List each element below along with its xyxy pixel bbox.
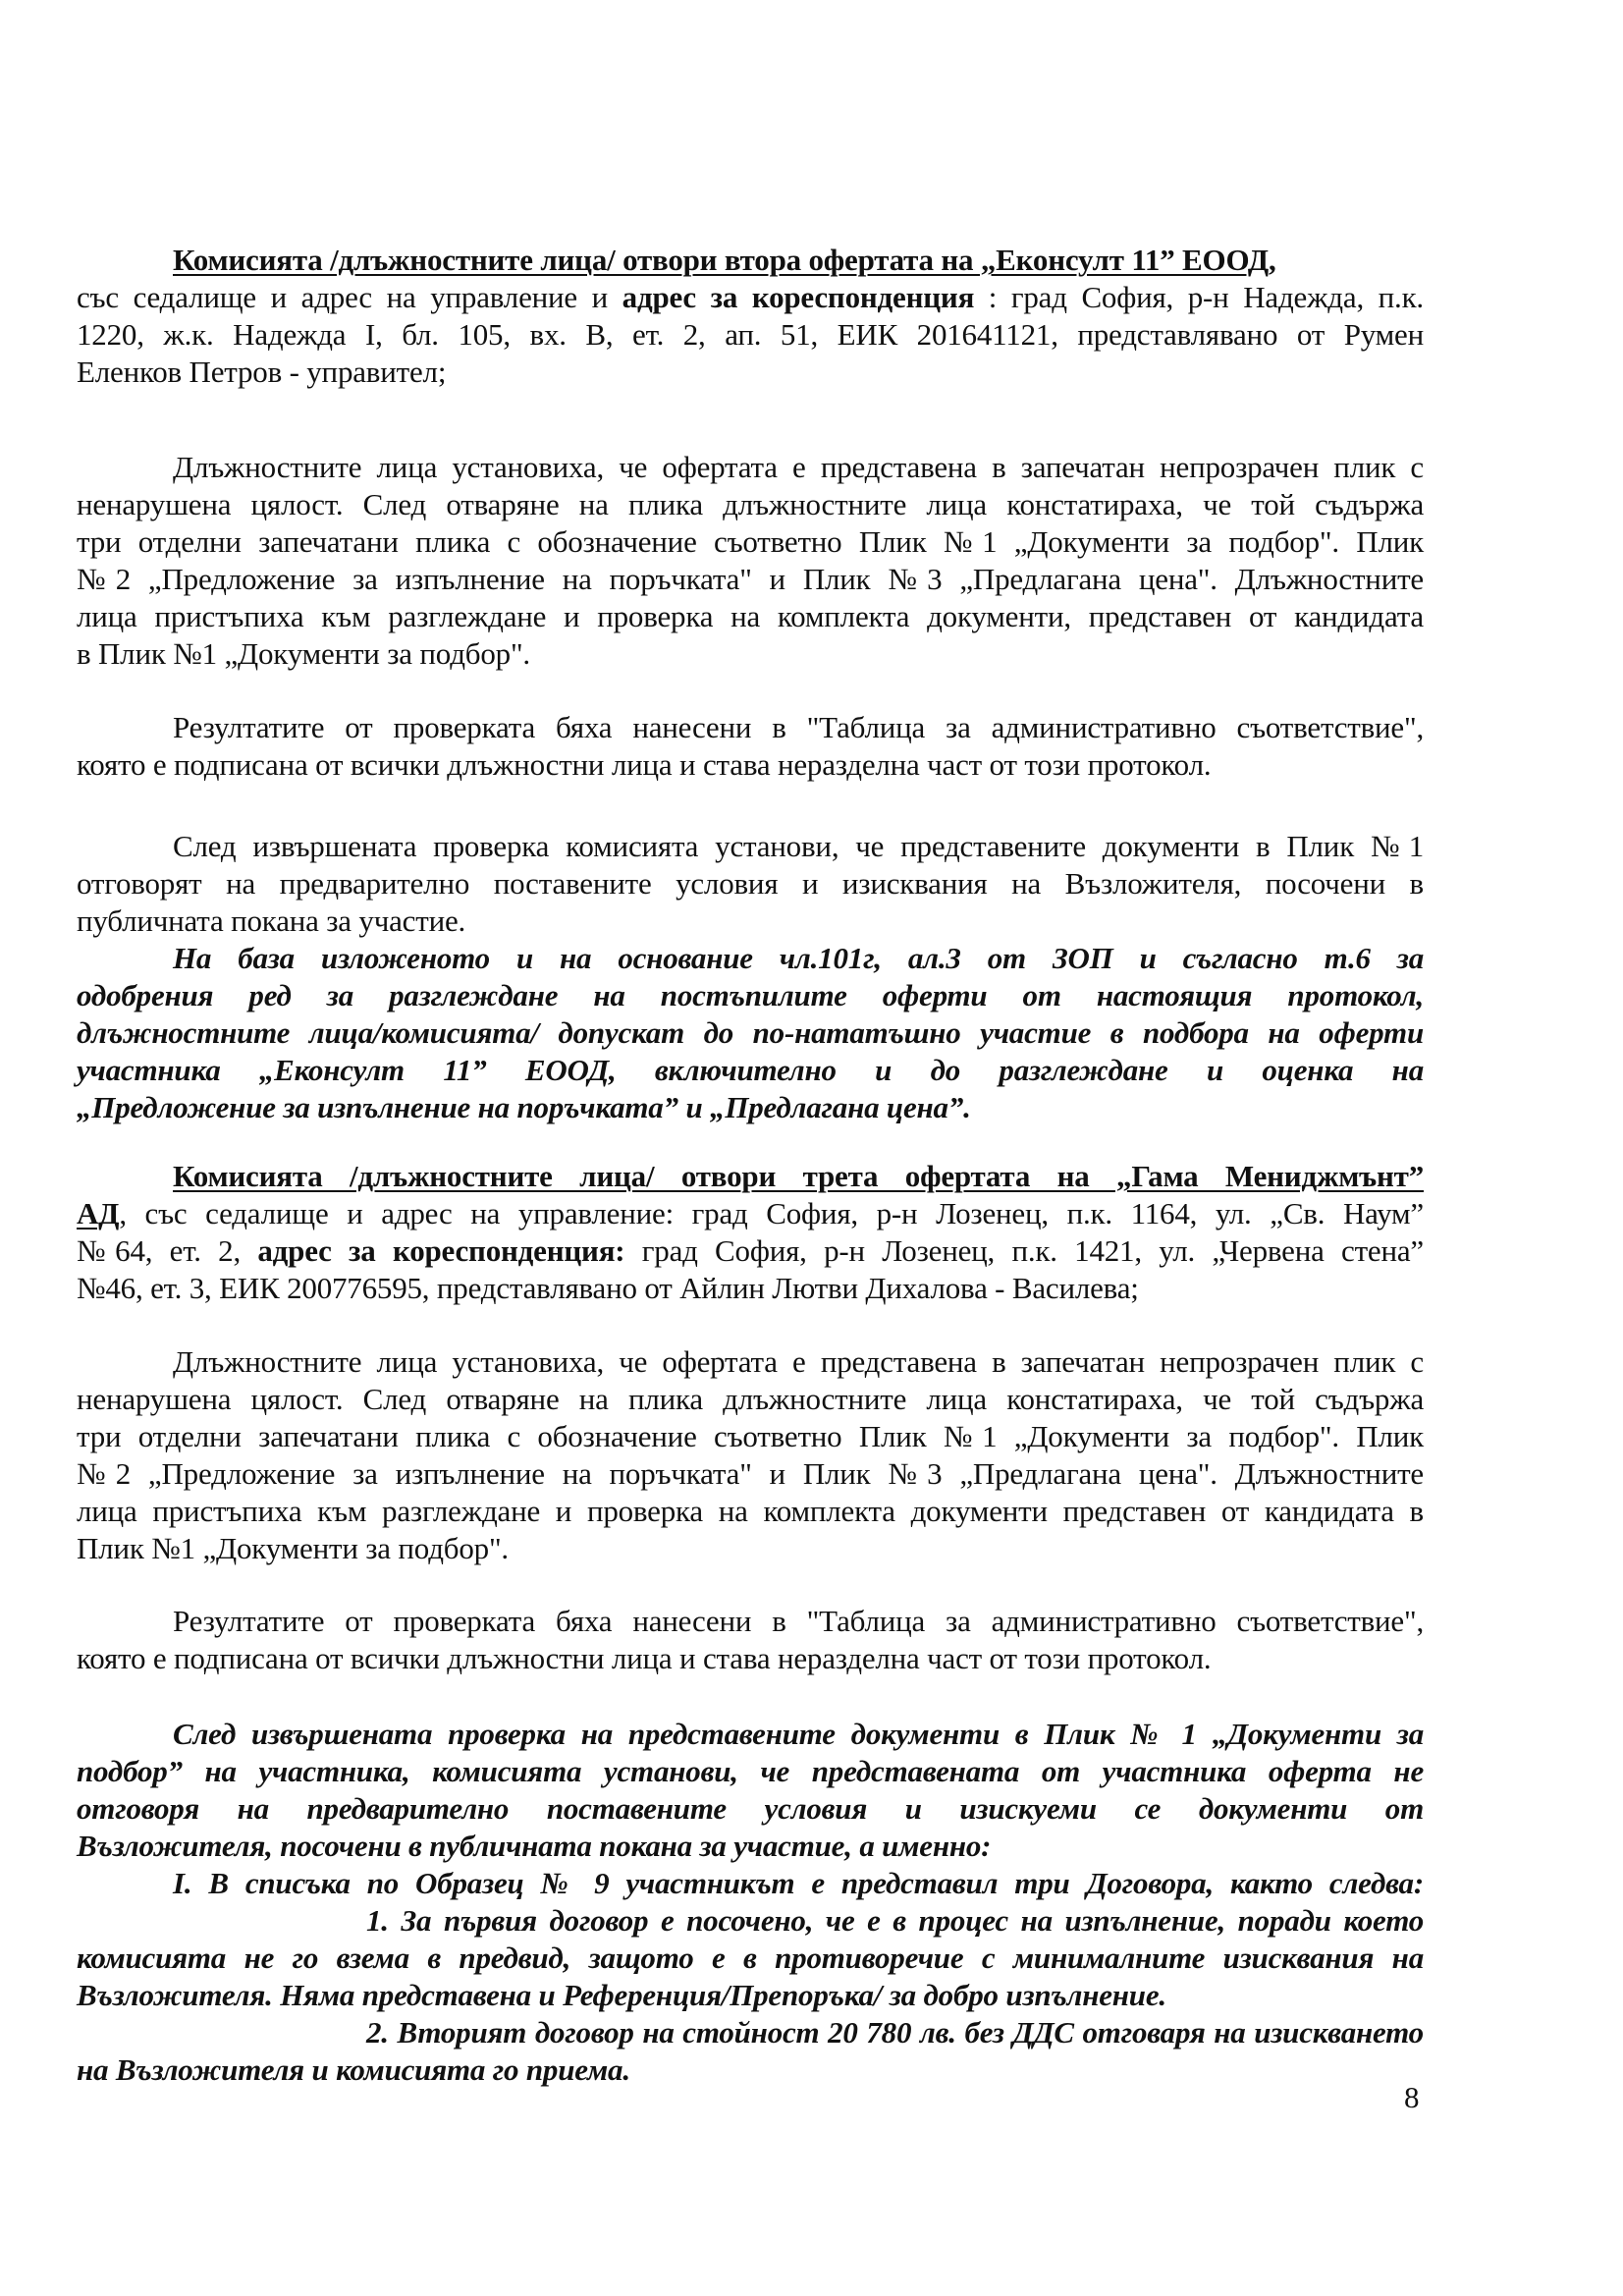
- paragraph-line: Резултатите от проверката бяха нанесени в "Таблица за административно съответствие",: [173, 1604, 1424, 1638]
- decision-line: участника „Еконсулт 11” ЕООД, включително и до разглеждане и оценка на: [77, 1053, 1424, 1087]
- paragraph-line: Длъжностните лица установиха, че офертата е представена в запечатан непрозрачен плик с: [173, 450, 1424, 484]
- text-run: град София, р-н Лозенец, п.к. 1421, ул. „Червена стена”: [624, 1233, 1424, 1268]
- text-run: №64, ет. 2,: [77, 1233, 258, 1268]
- econsult-heading: [77, 241, 1424, 280]
- list-item-2: 2. Вторият договор на стойност 20 780 лв. без ДДС отговаря на изискването: [366, 2015, 1424, 2050]
- paragraph-line: Резултатите от проверката бяха нанесени в "Таблица за административно съответствие",: [173, 710, 1424, 744]
- paragraph-line: №2 „Предложение за изпълнение на поръчката" и Плик №3 „Предлагана цена". Длъжностните: [77, 1456, 1424, 1491]
- text-run: : град София, р-н Надежда, п.к.: [974, 280, 1424, 314]
- gama-address-line: [77, 1194, 1424, 1233]
- paragraph-line: три отделни запечатани плика с обозначение съответно Плик №1 „Документи за подбор". Плик: [77, 1419, 1424, 1453]
- paragraph-line: След извършената проверка комисията установи, че представените документи в Плик №1: [173, 829, 1424, 863]
- findings-line: Възложителя, посочени в публичната покана за участие, а именно:: [77, 1829, 992, 1863]
- page-number: 8: [1404, 2080, 1420, 2114]
- decision-line: одобрения ред за разглеждане на постъпилите оферти от настоящия протокол,: [77, 978, 1424, 1012]
- paragraph-line: в Плик №1 „Документи за подбор".: [77, 636, 530, 671]
- paragraph-line: която е подписана от всички длъжностни лица и става неразделна част от този протокол.: [77, 747, 1212, 782]
- econsult-address-line: 1220, ж.к. Надежда I, бл. 105, вх. В, ет. 2, ап. 51, ЕИК 201641121, представлявано от Румен: [77, 317, 1424, 352]
- paragraph-line: лица пристъпиха към разглеждане и проверка на комплекта документи, представен от кандидата: [77, 599, 1424, 633]
- gama-address-line: №46, ет. 3, ЕИК 200776595, представлявано от Айлин Лютви Дихалова - Василева;: [77, 1271, 1139, 1305]
- econsult-address-line: Еленков Петров - управител;: [77, 355, 447, 389]
- econsult-heading-underlined: Комисията /длъжностните лица/ отвори втора офертата на „Еконсулт 11” ЕООД: [173, 243, 1269, 277]
- paragraph-line: ненарушена цялост. След отваряне на плика длъжностните лица констатираха, че той съдържа: [77, 1382, 1424, 1416]
- paragraph-line: ненарушена цялост. След отваряне на плика длъжностните лица констатираха, че той съдържа: [77, 487, 1424, 521]
- company-type: АД: [77, 1196, 120, 1230]
- paragraph-line: която е подписана от всички длъжностни лица и става неразделна част от този протокол.: [77, 1641, 1212, 1675]
- paragraph-line: отговорят на предварително поставените условия и изисквания на Възложителя, посочени в: [77, 866, 1424, 901]
- paragraph-line: публичната покана за участие.: [77, 903, 466, 938]
- gama-heading: [77, 1157, 1424, 1196]
- paragraph-line: три отделни запечатани плика с обозначение съответно Плик №1 „Документи за подбор". Плик: [77, 524, 1424, 559]
- econsult-address-line: [77, 278, 1424, 317]
- decision-line: На база изложеното и на основание чл.101г, ал.3 от ЗОП и съгласно т.6 за: [173, 941, 1424, 975]
- findings-line: подбор” на участника, комисията установи, че представената от участника оферта не: [77, 1754, 1424, 1788]
- paragraph-line: Длъжностните лица установиха, че офертата е представена в запечатан непрозрачен плик с: [173, 1344, 1424, 1379]
- gama-address-line: [77, 1231, 1424, 1271]
- list-item-I: I. В списъка по Образец № 9 участникът е представил три Договора, както следва:: [173, 1866, 1424, 1900]
- findings-line: След извършената проверка на представените документи в Плик № 1 „Документи за: [173, 1717, 1424, 1751]
- decision-line: длъжностните лица/комисията/ допускат до по-нататъшно участие в подбора на оферти: [77, 1015, 1424, 1050]
- econsult-heading-tail: ,: [1268, 243, 1276, 277]
- decision-line: „Предложение за изпълнение на поръчката” и „Предлагана цена”.: [77, 1090, 971, 1124]
- paragraph-line: лица пристъпиха към разглеждане и проверка на комплекта документи представен от кандидата в: [77, 1494, 1424, 1528]
- paragraph-line: №2 „Предложение за изпълнение на поръчката" и Плик №3 „Предлагана цена". Длъжностните: [77, 562, 1424, 596]
- list-item-2-line: на Възложителя и комисията го приема.: [77, 2052, 630, 2087]
- text-run: със седалище и адрес на управление и: [77, 280, 622, 314]
- list-item-1-line: комисията не го взема в предвид, защото е в противоречие с минималните изисквания на: [77, 1941, 1424, 1975]
- correspondence-label: адрес за кореспонденция: [622, 280, 975, 314]
- list-item-1-line: Възложителя. Няма представена и Референция/Препоръка/ за добро изпълнение.: [77, 1978, 1166, 2012]
- gama-heading-underlined: Комисията /длъжностните лица/ отвори трета офертата на „Гама Мениджмънт”: [173, 1159, 1424, 1193]
- paragraph-line: Плик №1 „Документи за подбор".: [77, 1531, 509, 1565]
- text-run: , със седалище и адрес на управление: град София, р-н Лозенец, п.к. 1164, ул. „Св. Наум”: [119, 1196, 1424, 1230]
- correspondence-label: адрес за кореспонденция:: [257, 1233, 625, 1268]
- findings-line: отговоря на предварително поставените условия и изискуеми се документи от: [77, 1791, 1424, 1826]
- list-item-1: 1. За първия договор е посочено, че е в процес на изпълнение, поради което: [366, 1903, 1424, 1938]
